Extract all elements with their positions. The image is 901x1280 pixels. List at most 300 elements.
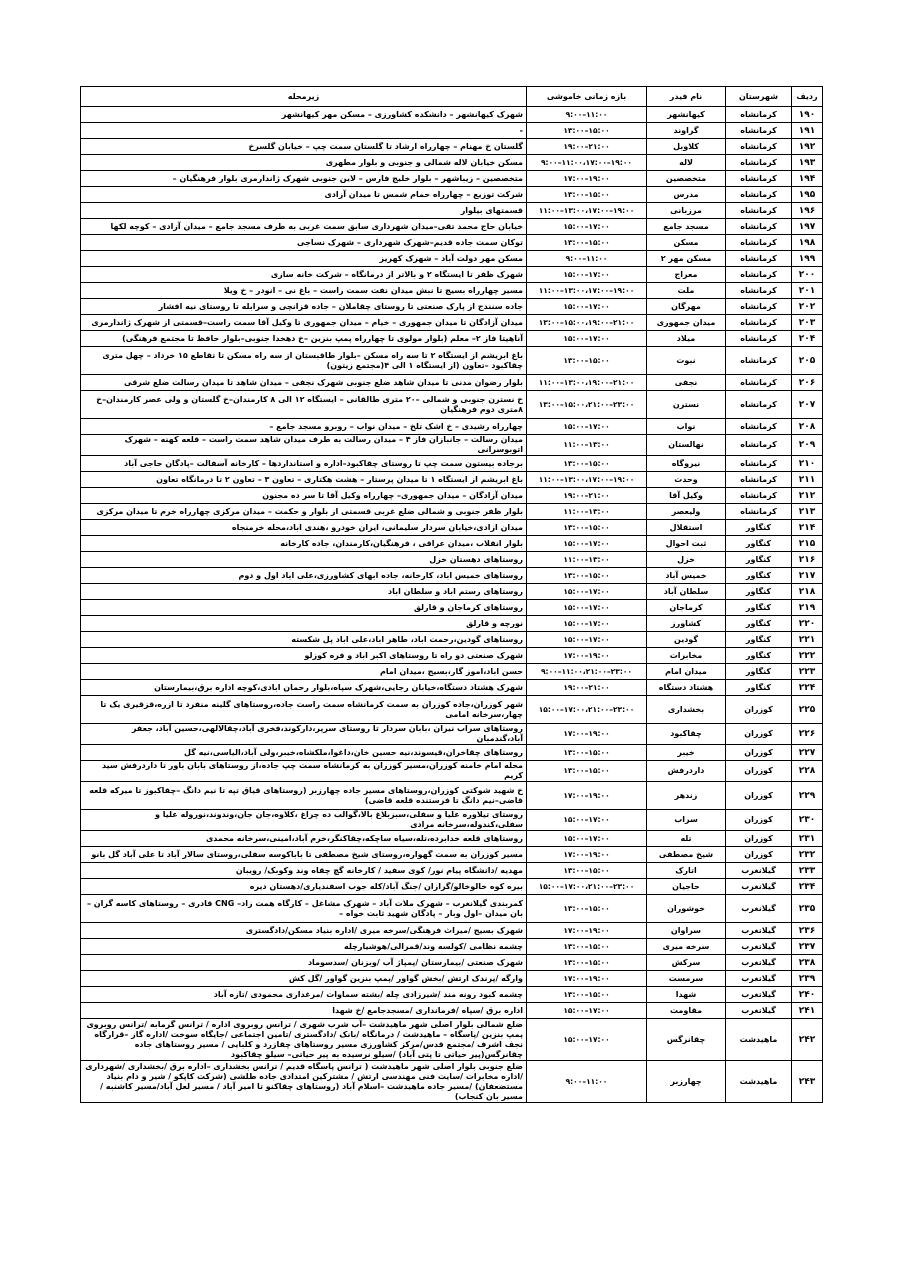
row-number: ۲۰۷: [792, 391, 823, 419]
time-cell: ۱۵:۰۰–۱۷:۰۰: [527, 616, 647, 632]
table-row: [81, 632, 823, 648]
row-number: ۲۳۲: [792, 847, 823, 863]
feeder-cell: خوشوران: [647, 895, 726, 923]
header-row: [81, 87, 823, 107]
city-cell: کرمانشاه: [726, 504, 792, 520]
table-row: [81, 375, 823, 391]
row-number: ۲۰۲: [792, 299, 823, 315]
header-radif: ردیف: [792, 87, 823, 107]
row-number: ۲۲۵: [792, 696, 823, 724]
feeder-cell: لاله: [647, 155, 726, 171]
row-number: ۲۴۱: [792, 1003, 823, 1019]
outage-table: [80, 86, 823, 1103]
row-number: ۲۰۴: [792, 331, 823, 347]
row-number: ۲۳۳: [792, 863, 823, 879]
row-number: ۱۹۲: [792, 139, 823, 155]
feeder-cell: ولیعصر: [647, 504, 726, 520]
city-cell: کنگاور: [726, 536, 792, 552]
area-cell: بیره کوه خالوخالو/گرازان /جنگ آباد/کله جوب اسفندیاری/دهستان دیره: [81, 879, 527, 895]
row-number: ۲۲۱: [792, 632, 823, 648]
city-cell: کرمانشاه: [726, 251, 792, 267]
city-cell: کرمانشاه: [726, 123, 792, 139]
row-number: ۲۲۲: [792, 648, 823, 664]
feeder-cell: میدان امام: [647, 664, 726, 680]
feeder-cell: ملت: [647, 283, 726, 299]
area-cell: چهارراه رشیدی – خ اشک تلخ – میدان نواب – روبرو مسجد جامع –: [81, 419, 527, 435]
table-row: [81, 456, 823, 472]
feeder-cell: مقاومت: [647, 1003, 726, 1019]
city-cell: کرمانشاه: [726, 203, 792, 219]
row-number: ۲۱۴: [792, 520, 823, 536]
table-row: [81, 331, 823, 347]
time-cell: ۱۱:۰۰–۱۳:۰۰،۱۷:۰۰–۱۹:۰۰: [527, 283, 647, 299]
time-cell: ۱۱:۰۰–۱۳:۰۰،۱۹:۰۰–۲۱:۰۰: [527, 375, 647, 391]
time-cell: ۱۷:۰۰–۱۹:۰۰: [527, 847, 647, 863]
feeder-cell: زندهر: [647, 782, 726, 810]
area-cell: کمربندی گیلانغرب – شهرک ملات آباد – شهرک مشاغل – کارگاه همت زاد– CNG قادری – روستاهای کاسه گران – بان میدان –اول وبار – پادگان شهید ثابت خواه –: [81, 895, 527, 923]
area-cell: شهرک بسیج /میراث فرهنگی/سرخه میری /اداره بنیاد مسکن/دادگستری: [81, 923, 527, 939]
feeder-cell: سلطان آباد: [647, 584, 726, 600]
city-cell: کرمانشاه: [726, 155, 792, 171]
city-cell: گیلانغرب: [726, 895, 792, 923]
feeder-cell: معراج: [647, 267, 726, 283]
area-cell: ضلع جنوبی بلوار اصلی شهر ماهیدشت ( ترانس پاسگاه قدیم / ترانس بخشداری –اداره برق /بخشداری /شهرداری /اداره مخابرات /سایت فنی مهندسی ارتش / مشترکین امتدادی جاده طلشی (شرکت کاپکو / شیر و دام بنیاد مستضعفان) /مسیر جاده ماهیدشت –اسلام آباد (روستاهای چقاکنو تا امیر آباد / مسیر لعل آباد/مسیر کاشنبه /مسیر بان کنجاب): [81, 1061, 527, 1103]
area-cell: محله امام خامنه کوزران،مسیر کوزران به کرمانشاه سمت چپ جاده،از روستاهای بابان باور تا داردرفش سید کریم: [81, 761, 527, 782]
city-cell: کوزران: [726, 831, 792, 847]
feeder-cell: کشاورز: [647, 616, 726, 632]
table-row: [81, 488, 823, 504]
city-cell: کرمانشاه: [726, 283, 792, 299]
table-row: [81, 879, 823, 895]
time-cell: ۱۵:۰۰–۱۷:۰۰: [527, 299, 647, 315]
feeder-cell: شیخ مصطفی: [647, 847, 726, 863]
table-row: [81, 810, 823, 831]
time-cell: ۱۵:۰۰–۱۷:۰۰: [527, 584, 647, 600]
row-number: ۲۱۸: [792, 584, 823, 600]
area-cell: حسن اباد،اموز گار،بسیج ،میدان امام: [81, 664, 527, 680]
city-cell: گیلانغرب: [726, 923, 792, 939]
area-cell: برجاده بیستون سمت چپ تا روستای چقاکبود–اداره و استانداردها – کارخانه آسفالت –پادگان حاجی آباد: [81, 456, 527, 472]
time-cell: ۱۵:۰۰–۱۷:۰۰: [527, 219, 647, 235]
table-row: [81, 1061, 823, 1103]
area-cell: بلوار رضوان مدنی تا میدان شاهد ضلع جنوبی شهرک نجفی – میدان شاهد تا میدان رسالت ضلع شرقی: [81, 375, 527, 391]
area-cell: چشمه نظامی /کولسه وند/قمرالی/هوشیارچله: [81, 939, 527, 955]
feeder-cell: خمیس آباد: [647, 568, 726, 584]
row-number: ۲۱۲: [792, 488, 823, 504]
time-cell: ۱۳:۰۰–۱۵:۰۰: [527, 347, 647, 375]
time-cell: ۹:۰۰–۱۱:۰۰: [527, 1061, 647, 1103]
feeder-cell: خیبر: [647, 745, 726, 761]
city-cell: کرمانشاه: [726, 267, 792, 283]
time-cell: ۱۳:۰۰–۱۵:۰۰: [527, 761, 647, 782]
city-cell: کوزران: [726, 761, 792, 782]
table-row: [81, 419, 823, 435]
time-cell: ۱۷:۰۰–۱۹:۰۰: [527, 724, 647, 745]
time-cell: ۱۱:۰۰–۱۳:۰۰: [527, 552, 647, 568]
row-number: ۱۹۸: [792, 235, 823, 251]
city-cell: کوزران: [726, 810, 792, 831]
area-cell: شهرک صنعتی دو راه تا روستاهای اکبر اباد و فره کوزلو: [81, 648, 527, 664]
table-row: [81, 987, 823, 1003]
area-cell: میدان ازادی،خیابان سردار سلیمانی، ایران خودرو ،هندی اباد،محله خرمنجاه: [81, 520, 527, 536]
row-number: ۲۱۷: [792, 568, 823, 584]
table-body: [81, 107, 823, 1103]
time-cell: ۱۵:۰۰–۱۷:۰۰،۲۱:۰۰–۲۳:۰۰: [527, 696, 647, 724]
city-cell: کنگاور: [726, 664, 792, 680]
header-city: شهرستان: [726, 87, 792, 107]
outage-schedule-sheet: [80, 86, 822, 1103]
time-cell: ۱۵:۰۰–۱۷:۰۰: [527, 1019, 647, 1061]
table-row: [81, 283, 823, 299]
time-cell: ۱۵:۰۰–۱۷:۰۰: [527, 419, 647, 435]
feeder-cell: چقاکبود: [647, 724, 726, 745]
area-cell: روستای تیلاوره علیا و سفلی،سبزبلاغ بالا،گوالب ده چراغ ،کلاوه،جان جان،وندوند،نوروله علیا و سفلی،کندوله،سرخانه مرادی: [81, 810, 527, 831]
feeder-cell: چقانرگس: [647, 1019, 726, 1061]
table-row: [81, 299, 823, 315]
city-cell: کنگاور: [726, 680, 792, 696]
time-cell: ۱۹:۰۰–۲۱:۰۰: [527, 680, 647, 696]
feeder-cell: شهدا: [647, 987, 726, 1003]
time-cell: ۱۷:۰۰–۱۹:۰۰: [527, 171, 647, 187]
feeder-cell: گودین: [647, 632, 726, 648]
feeder-cell: چهارزبر: [647, 1061, 726, 1103]
table-row: [81, 203, 823, 219]
row-number: ۲۲۰: [792, 616, 823, 632]
feeder-cell: استقلال: [647, 520, 726, 536]
time-cell: ۱۷:۰۰–۱۹:۰۰: [527, 923, 647, 939]
time-cell: ۱۳:۰۰–۱۵:۰۰: [527, 235, 647, 251]
table-row: [81, 616, 823, 632]
area-cell: روستاهای کرماجان و قارلق: [81, 600, 527, 616]
city-cell: کوزران: [726, 696, 792, 724]
city-cell: ماهیدشت: [726, 1019, 792, 1061]
table-row: [81, 745, 823, 761]
feeder-cell: مرزبانی: [647, 203, 726, 219]
area-cell: مسیر چهارراه بسیج تا نبش میدان نفت سمت راست – باغ نی – انودر – خ ویلا: [81, 283, 527, 299]
time-cell: ۱۳:۰۰–۱۵:۰۰: [527, 745, 647, 761]
city-cell: کرمانشاه: [726, 139, 792, 155]
table-row: [81, 724, 823, 745]
feeder-cell: وحدت: [647, 472, 726, 488]
table-row: [81, 552, 823, 568]
table-row: [81, 251, 823, 267]
table-row: [81, 107, 823, 123]
feeder-cell: مسکن: [647, 235, 726, 251]
row-number: ۱۹۷: [792, 219, 823, 235]
feeder-cell: نجفی: [647, 375, 726, 391]
area-cell: توکان سمت جاده قدیم–شهرک شهرداری – شهرک نساجی: [81, 235, 527, 251]
city-cell: کرمانشاه: [726, 171, 792, 187]
row-number: ۲۰۹: [792, 435, 823, 456]
row-number: ۲۱۶: [792, 552, 823, 568]
row-number: ۲۰۶: [792, 375, 823, 391]
time-cell: ۱۳:۰۰–۱۵:۰۰: [527, 568, 647, 584]
area-cell: مهدیه /دانشگاه پیام نور/ کوی سفید / کارخانه گچ چقاه وند وکوبک/ رویبان: [81, 863, 527, 879]
row-number: ۲۳۶: [792, 923, 823, 939]
city-cell: گیلانغرب: [726, 939, 792, 955]
area-cell: خ شهید شوکتی کوزران،روستاهای مسیر جاده چهارزبر (روستاهای قیاق تپه تا نیم دانگ –چقاکبوز تا میرکه قلعه قاضی–نیم دانگ تا فرستنده قلعه قاضی): [81, 782, 527, 810]
area-cell: شرکت توزیع – چهارراه حمام شمس تا میدان آزادی: [81, 187, 527, 203]
table-row: [81, 600, 823, 616]
table-row: [81, 219, 823, 235]
time-cell: ۱۳:۰۰–۱۵:۰۰: [527, 895, 647, 923]
table-row: [81, 520, 823, 536]
city-cell: کوزران: [726, 782, 792, 810]
area-cell: گلستان خ مهنام – چهارراه ارشاد تا گلستان سمت چپ – خیابان گلسرخ: [81, 139, 527, 155]
table-row: [81, 1019, 823, 1061]
area-cell: روستاهای رستم اباد و سلطان اباد: [81, 584, 527, 600]
row-number: ۱۹۳: [792, 155, 823, 171]
feeder-cell: نواب: [647, 419, 726, 435]
area-cell: میدان آزادگان – میدان جمهوری– چهارراه وکیل آقا تا سر ده مجنون: [81, 488, 527, 504]
city-cell: کرمانشاه: [726, 435, 792, 456]
row-number: ۱۹۵: [792, 187, 823, 203]
feeder-cell: وکیل آقا: [647, 488, 726, 504]
feeder-cell: سرخه میری: [647, 939, 726, 955]
city-cell: کرمانشاه: [726, 235, 792, 251]
area-cell: روستاهای خمیس اباد، کارخانه، جاده ابهای کشاورزی،علی اباد اول و دوم: [81, 568, 527, 584]
feeder-cell: نسترن: [647, 391, 726, 419]
row-number: ۲۲۳: [792, 664, 823, 680]
time-cell: ۱۳:۰۰–۱۵:۰۰: [527, 520, 647, 536]
row-number: ۱۹۹: [792, 251, 823, 267]
area-cell: وارگه /پرندک ارتش /بخش گواور /پمپ بنزین گواور /گل کش: [81, 971, 527, 987]
feeder-cell: مهرگان: [647, 299, 726, 315]
area-cell: روستاهای دهستان خزل: [81, 552, 527, 568]
time-cell: ۱۵:۰۰–۱۷:۰۰: [527, 536, 647, 552]
table-row: [81, 1003, 823, 1019]
city-cell: کرمانشاه: [726, 419, 792, 435]
city-cell: کرمانشاه: [726, 315, 792, 331]
row-number: ۱۹۶: [792, 203, 823, 219]
area-cell: خ نسترن جنوبی و شمالی –۲۰ متری طالقانی – ایستگاه ۱۲ الی ۸ کارمندان–خ گلستان و ولی عصر کارمندان–خ ۸متری دوم فرهنگیان: [81, 391, 527, 419]
time-cell: ۱۵:۰۰–۱۷:۰۰: [527, 810, 647, 831]
row-number: ۲۱۰: [792, 456, 823, 472]
city-cell: کوزران: [726, 745, 792, 761]
feeder-cell: نهالستان: [647, 435, 726, 456]
area-cell: روستاهای قلعه خدابرده،تله،سیاه ساچکه،چقاکنگر،خرم آباد،امینی،سرخانه محمدی: [81, 831, 527, 847]
row-number: ۲۲۸: [792, 761, 823, 782]
city-cell: گیلانغرب: [726, 987, 792, 1003]
feeder-cell: ثبت احوال: [647, 536, 726, 552]
time-cell: ۱۳:۰۰–۱۵:۰۰،۱۹:۰۰–۲۱:۰۰: [527, 315, 647, 331]
feeder-cell: کرماجان: [647, 600, 726, 616]
row-number: ۲۲۹: [792, 782, 823, 810]
area-cell: ضلع شمالی بلوار اصلی شهر ماهیدشت –آب شرب شهری / ترانس روبروی اداره / ترانس گرمابه /ترانس روبروی پمپ بنزین /پاسگاه – ماهیدشت / درمانگاه /بانک /دادگستری /تامین اجتماعی /جایگاه سوخت /اداره گاز –قرارگاه نجف اشرف /مجتمع قدس/مرکز کشاورزی مسیر روستاهای چقازرد و کلبایی / مسیر روستاهای جاده چقانرگس(پیر حیاتی تا پتی آباد) /سیلو نرسیده به پیر حیاتی– سیلو چقاکبود: [81, 1019, 527, 1061]
table-row: [81, 187, 823, 203]
table-row: [81, 472, 823, 488]
time-cell: ۱۱:۰۰–۱۳:۰۰: [527, 504, 647, 520]
table-row: [81, 664, 823, 680]
city-cell: کنگاور: [726, 616, 792, 632]
row-number: ۲۳۱: [792, 831, 823, 847]
row-number: ۲۴۳: [792, 1061, 823, 1103]
feeder-cell: نیروگاه: [647, 456, 726, 472]
city-cell: گیلانغرب: [726, 955, 792, 971]
table-row: [81, 391, 823, 419]
row-number: ۲۳۸: [792, 955, 823, 971]
row-number: ۱۹۱: [792, 123, 823, 139]
row-number: ۲۲۷: [792, 745, 823, 761]
area-cell: آناهیتا فاز ۲– معلم (بلوار مولوی تا چهارراه پمپ بنزین –خ دهخدا جنوبی–بلوار حافظ تا مجتمع فرهنگی): [81, 331, 527, 347]
city-cell: کرمانشاه: [726, 347, 792, 375]
table-row: [81, 171, 823, 187]
feeder-cell: سراب: [647, 810, 726, 831]
area-cell: مسیر کوزران به سمت گهواره،روستای شیخ مصطفی تا باباکوسه سفلی،روستای سالار آباد تا علی آباد گل بانو: [81, 847, 527, 863]
table-row: [81, 971, 823, 987]
row-number: ۲۳۵: [792, 895, 823, 923]
header-area: زیرمحله: [81, 87, 527, 107]
city-cell: کرمانشاه: [726, 488, 792, 504]
table-row: [81, 235, 823, 251]
table-row: [81, 536, 823, 552]
feeder-cell: نبوت: [647, 347, 726, 375]
area-cell: چشمه کبود رونه مند /شیرزادی چله /بشته سماوات /مرغداری محمودی /تازه آباد: [81, 987, 527, 1003]
table-row: [81, 680, 823, 696]
row-number: ۱۹۰: [792, 107, 823, 123]
time-cell: ۱۵:۰۰–۱۷:۰۰: [527, 267, 647, 283]
feeder-cell: تله: [647, 831, 726, 847]
feeder-cell: سرکش: [647, 955, 726, 971]
table-row: [81, 761, 823, 782]
city-cell: گیلانغرب: [726, 863, 792, 879]
table-row: [81, 139, 823, 155]
feeder-cell: مدرس: [647, 187, 726, 203]
feeder-cell: مسجد جامع: [647, 219, 726, 235]
time-cell: ۱۳:۰۰–۱۵:۰۰: [527, 987, 647, 1003]
time-cell: ۹:۰۰–۱۱:۰۰،۱۷:۰۰–۱۹:۰۰: [527, 155, 647, 171]
area-cell: شهرک صنعتی /بیمارستان /پمپاژ آب /وبزنان /سدسوماد: [81, 955, 527, 971]
table-row: [81, 939, 823, 955]
feeder-cell: مخابرات: [647, 648, 726, 664]
area-cell: قسمتهای بیلوار: [81, 203, 527, 219]
time-cell: ۱۵:۰۰–۱۷:۰۰: [527, 600, 647, 616]
row-number: ۲۰۵: [792, 347, 823, 375]
area-cell: شهر کوزران،جاده کوزران به سمت کرمانشاه سمت راست جاده،روستاهای گلینه منفرد تا ازره،قزقیری یک تا چهار،سرخانه امامی: [81, 696, 527, 724]
time-cell: ۹:۰۰–۱۱:۰۰: [527, 107, 647, 123]
feeder-cell: گراوند: [647, 123, 726, 139]
area-cell: اداره برق /سپاه /فرمانداری /مسجدجامع /خ شهدا: [81, 1003, 527, 1019]
table-row: [81, 648, 823, 664]
table-row: [81, 782, 823, 810]
feeder-cell: میدان جمهوری: [647, 315, 726, 331]
city-cell: کنگاور: [726, 600, 792, 616]
city-cell: کرمانشاه: [726, 219, 792, 235]
area-cell: جاده سنندج از پارک صنعتی تا روستای چقاملان – جاده قزانچی و سرابله تا روستای نیه افشار: [81, 299, 527, 315]
feeder-cell: متخصصین: [647, 171, 726, 187]
table-row: [81, 435, 823, 456]
area-cell: خیابان حاج محمد تقی–میدان شهرداری سابق سمت غربی به طرف مسجد جامع – میدان آزادی – کوچه لکها: [81, 219, 527, 235]
city-cell: کرمانشاه: [726, 187, 792, 203]
row-number: ۲۳۹: [792, 971, 823, 987]
time-cell: ۱۳:۰۰–۱۵:۰۰: [527, 187, 647, 203]
row-number: ۲۱۹: [792, 600, 823, 616]
feeder-cell: کیهانشهر: [647, 107, 726, 123]
area-cell: بلوار ظفر جنوبی و شمالی ضلع غربی قسمتی از بلوار و حکمت – میدان مرکزی چهارراه خرم تا میدان مرکزی: [81, 504, 527, 520]
area-cell: شهرک هشتاد دستگاه،خیابان رجایی،شهرک سپاه،بلوار رحمان ابادی،کوچه اداره برق،بیمارستان: [81, 680, 527, 696]
city-cell: کنگاور: [726, 648, 792, 664]
row-number: ۲۱۵: [792, 536, 823, 552]
area-cell: شهرک ظفر تا ایستگاه ۲ و بالاتر از درمانگاه – شرکت خانه سازی: [81, 267, 527, 283]
area-cell: بلوار انقلاب ،میدان عراقی ، فرهنگیان،کارمندان، جاده کارخانه: [81, 536, 527, 552]
header-time: بازه زمانی خاموشی: [527, 87, 647, 107]
row-number: ۲۲۶: [792, 724, 823, 745]
time-cell: ۱۳:۰۰–۱۵:۰۰،۲۱:۰۰–۲۳:۰۰: [527, 391, 647, 419]
table-row: [81, 863, 823, 879]
time-cell: ۱۱:۰۰–۱۳:۰۰،۱۷:۰۰–۱۹:۰۰: [527, 472, 647, 488]
feeder-cell: کلاوبل: [647, 139, 726, 155]
area-cell: روستاهای چقاخران،قیسوند،نیه حسین خان،داغوا،ملکشاه،خیبر،ولی آباد،الیاسی،نیه گل: [81, 745, 527, 761]
feeder-cell: اتارک: [647, 863, 726, 879]
feeder-cell: بخشداری: [647, 696, 726, 724]
table-row: [81, 347, 823, 375]
city-cell: کرمانشاه: [726, 391, 792, 419]
table-row: [81, 955, 823, 971]
area-cell: نورچه و قارلق: [81, 616, 527, 632]
time-cell: ۱۷:۰۰–۱۹:۰۰: [527, 782, 647, 810]
row-number: ۲۰۰: [792, 267, 823, 283]
header-feeder: نام فیدر: [647, 87, 726, 107]
time-cell: ۱۷:۰۰–۱۹:۰۰: [527, 648, 647, 664]
city-cell: کرمانشاه: [726, 375, 792, 391]
area-cell: باغ ابریشم از ایستگاه ۲ تا سه راه مسکن –بلوار طاقبستان از سه راه مسکن تا تقاطع ۱۵ خرداد – چهل متری چقاکبود –تعاون (از ایستگاه ۱ الی ۴(مجتمع زیتون): [81, 347, 527, 375]
row-number: ۲۲۴: [792, 680, 823, 696]
table-row: [81, 155, 823, 171]
city-cell: گیلانغرب: [726, 971, 792, 987]
city-cell: کرمانشاه: [726, 331, 792, 347]
row-number: ۲۳۷: [792, 939, 823, 955]
table-row: [81, 847, 823, 863]
city-cell: کرمانشاه: [726, 456, 792, 472]
row-number: ۲۳۰: [792, 810, 823, 831]
time-cell: ۱۳:۰۰–۱۵:۰۰: [527, 939, 647, 955]
city-cell: کوزران: [726, 724, 792, 745]
area-cell: مسکن مهر دولت آباد – شهرک کهریز: [81, 251, 527, 267]
row-number: ۲۳۴: [792, 879, 823, 895]
time-cell: ۱۵:۰۰–۱۷:۰۰: [527, 331, 647, 347]
time-cell: ۱۵:۰۰–۱۷:۰۰،۲۱:۰۰–۲۳:۰۰: [527, 879, 647, 895]
city-cell: کوزران: [726, 847, 792, 863]
time-cell: ۱۳:۰۰–۱۵:۰۰: [527, 123, 647, 139]
city-cell: ماهیدشت: [726, 1061, 792, 1103]
row-number: ۲۰۸: [792, 419, 823, 435]
city-cell: گیلانغرب: [726, 879, 792, 895]
table-row: [81, 696, 823, 724]
area-cell: روستاهای سراب نیران ،بابان سردار تا روستای سرپر،دارکوند،فخری آباد،چقالالهی،حسین آباد، جعفر آباد،گندمبان: [81, 724, 527, 745]
area-cell: مسکن خیابان لاله شمالی و جنوبی و بلوار مطهری: [81, 155, 527, 171]
area-cell: میدان رسالت – جانبازان فاز ۴ – میدان رسالت به طرف میدان شاهد سمت راست – قلعه کهنه – شهرک اتوبوسرانی: [81, 435, 527, 456]
table-row: [81, 568, 823, 584]
feeder-cell: سرمست: [647, 971, 726, 987]
city-cell: کنگاور: [726, 632, 792, 648]
city-cell: کنگاور: [726, 584, 792, 600]
row-number: ۲۰۳: [792, 315, 823, 331]
time-cell: ۱۳:۰۰–۱۵:۰۰: [527, 863, 647, 879]
time-cell: ۱۵:۰۰–۱۷:۰۰: [527, 831, 647, 847]
city-cell: کنگاور: [726, 552, 792, 568]
area-cell: میدان آزادگان تا میدان جمهوری – خیام – میدان جمهوری تا وکیل آقا سمت راست–قسمتی از شهرک ژاندارمری: [81, 315, 527, 331]
feeder-cell: مسکن مهر ۲: [647, 251, 726, 267]
time-cell: ۱۹:۰۰–۲۱:۰۰: [527, 488, 647, 504]
table-row: [81, 923, 823, 939]
row-number: ۲۱۱: [792, 472, 823, 488]
feeder-cell: حاجیان: [647, 879, 726, 895]
feeder-cell: هشتاد دستگاه: [647, 680, 726, 696]
time-cell: ۱۱:۰۰–۱۳:۰۰: [527, 435, 647, 456]
area-cell: روستاهای گودین،رحمت اباد، طاهر اباد،علی اباد پل شکسته: [81, 632, 527, 648]
time-cell: ۱۳:۰۰–۱۵:۰۰: [527, 955, 647, 971]
time-cell: ۱۷:۰۰–۱۹:۰۰: [527, 971, 647, 987]
